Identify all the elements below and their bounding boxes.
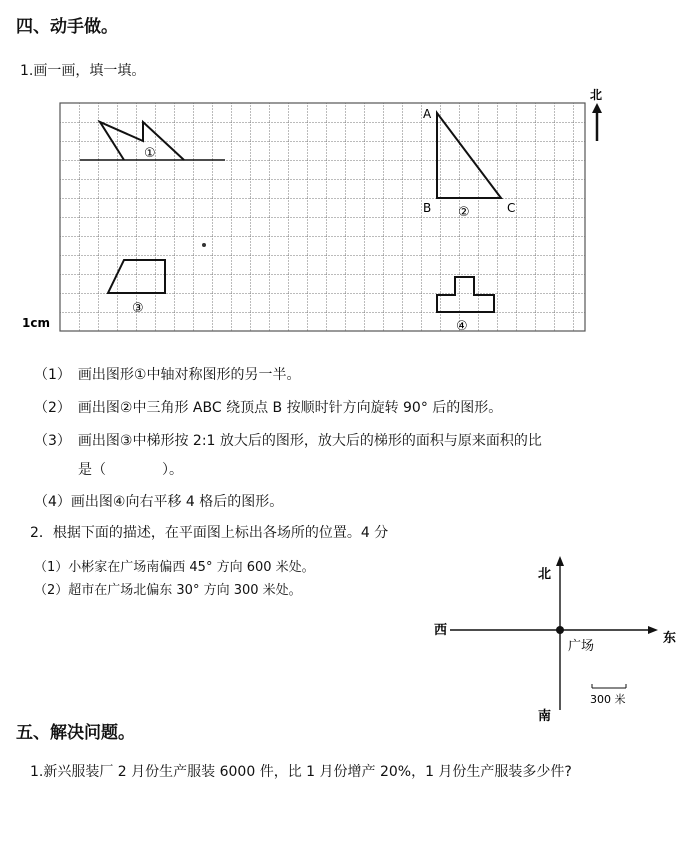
- grid-north-label: 北: [590, 88, 603, 102]
- unit-label: 1cm: [22, 316, 50, 330]
- question-2-item-1: （1）小彬家在广场南偏西 45° 方向 600 米处。: [34, 560, 315, 575]
- question-1-title: 1.画一画，填一填。: [20, 63, 146, 79]
- grid-figure: [0, 85, 682, 350]
- scale-label: 300 米: [590, 693, 626, 706]
- vertex-a-label: A: [423, 107, 432, 121]
- vertex-c-label: C: [507, 201, 516, 215]
- question-2-item-2: （2）超市在广场北偏东 30° 方向 300 米处。: [34, 583, 302, 598]
- scale-bar: [592, 684, 626, 688]
- question-2-title: 2．根据下面的描述，在平面图上标出各场所的位置。4 分: [30, 525, 389, 541]
- task-4: （4）画出图④向右平移 4 格后的图形。: [34, 494, 284, 510]
- compass-center-label: 广场: [568, 639, 595, 654]
- section-4-title: 四、动手做。: [16, 17, 118, 37]
- task-2: （2） 画出图②中三角形 ABC 绕顶点 B 按顺时针方向旋转 90° 后的图形。: [34, 400, 503, 416]
- section-5-question-1: 1.新兴服装厂 2 月份生产服装 6000 件，比 1 月份增产 20%，1 月份生产服装多少件?: [30, 764, 572, 780]
- figure-4-label: ④: [456, 319, 468, 334]
- compass-north-label: 北: [538, 567, 552, 582]
- compass-south-label: 南: [538, 709, 552, 724]
- compass-east-label: 东: [663, 631, 677, 646]
- task-1: （1） 画出图形①中轴对称图形的另一半。: [34, 367, 301, 383]
- square-center-dot: [556, 626, 564, 634]
- figure-3-label: ③: [132, 301, 144, 316]
- figure-2-label: ②: [458, 205, 470, 220]
- section-5-title: 五、解决问题。: [16, 723, 135, 743]
- vertex-b-label: B: [423, 201, 432, 215]
- compass-west-label: 西: [434, 623, 448, 638]
- task-3-answer-line: 是（ ）。: [78, 462, 183, 478]
- figure-1-label: ①: [144, 146, 156, 161]
- north-arrow-icon: [592, 103, 602, 141]
- square-grid: [60, 103, 585, 331]
- compass-plan: [420, 550, 682, 725]
- task-3: （3） 画出图③中梯形按 2:1 放大后的图形，放大后的梯形的面积与原来面积的比: [34, 433, 542, 449]
